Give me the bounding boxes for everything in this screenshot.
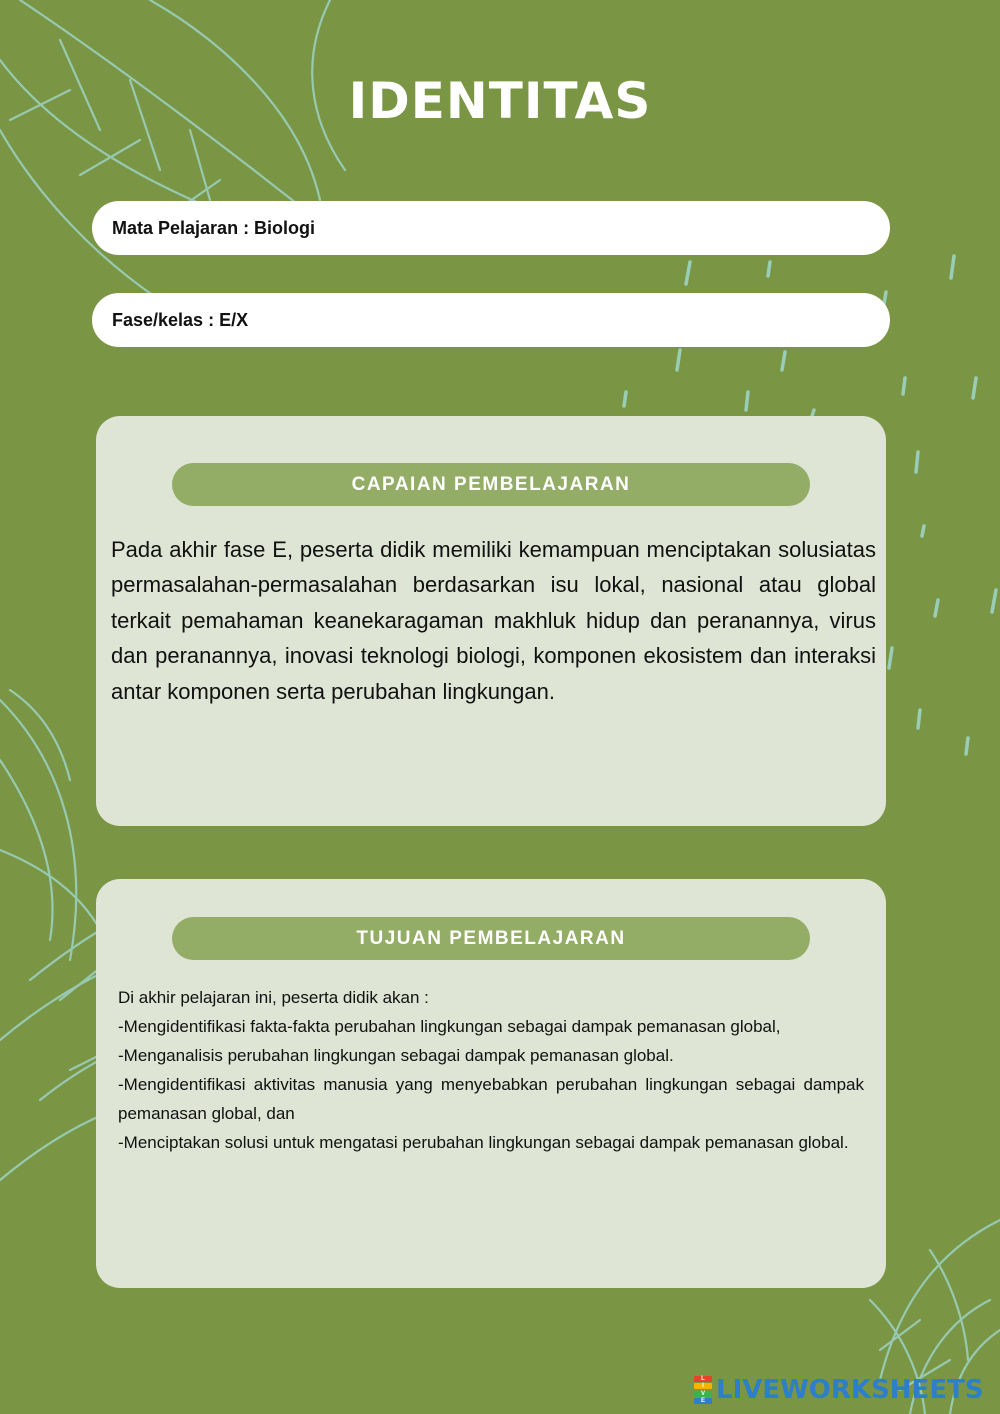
tujuan-item: -Menciptakan solusi untuk mengatasi perubahan lingkungan sebagai dampak pemanasan global. <box>118 1133 849 1152</box>
capaian-text: Pada akhir fase E, peserta didik memiliki kemampuan menciptakan solusiatas permasalahan-permasalahan berdasarkan isu lokal, nasional atau global terkait pemahaman keanekaragaman makhluk hidup dan peranannya, virus dan peranannya, inovasi teknologi biologi, komponen ekosistem dan interaksi antar komponen serta perubahan lingkungan. <box>111 537 876 704</box>
live-badge-icon <box>694 1376 712 1404</box>
logo-text: LIVEWORKSHEETS <box>716 1375 984 1405</box>
liveworksheets-logo <box>694 1374 984 1406</box>
tujuan-body <box>118 983 864 1157</box>
live-letter: V <box>694 1391 712 1397</box>
subject-label: Mata Pelajaran : Biologi <box>112 217 316 238</box>
page-title: IDENTITAS <box>348 72 652 130</box>
live-letter: L <box>694 1376 712 1382</box>
tujuan-item: -Mengidentifikasi fakta-fakta perubahan lingkungan sebagai dampak pemanasan global, <box>118 1017 781 1036</box>
tujuan-intro: Di akhir pelajaran ini, peserta didik akan : <box>118 988 429 1007</box>
tujuan-heading: TUJUAN PEMBELAJARAN <box>172 917 810 960</box>
phase-label: Fase/kelas : E/X <box>112 309 249 330</box>
tujuan-item: -Menganalisis perubahan lingkungan sebagai dampak pemanasan global. <box>118 1046 674 1065</box>
live-letter: E <box>694 1398 712 1404</box>
phase-field <box>92 293 890 347</box>
subject-field <box>92 201 890 255</box>
capaian-card <box>96 416 886 826</box>
tujuan-item: -Mengidentifikasi aktivitas manusia yang menyebabkan perubahan lingkungan sebagai dampak pemanasan global, dan <box>118 1075 864 1123</box>
tujuan-card <box>96 879 886 1288</box>
capaian-heading: CAPAIAN PEMBELAJARAN <box>172 463 810 506</box>
live-letter: I <box>694 1383 712 1389</box>
